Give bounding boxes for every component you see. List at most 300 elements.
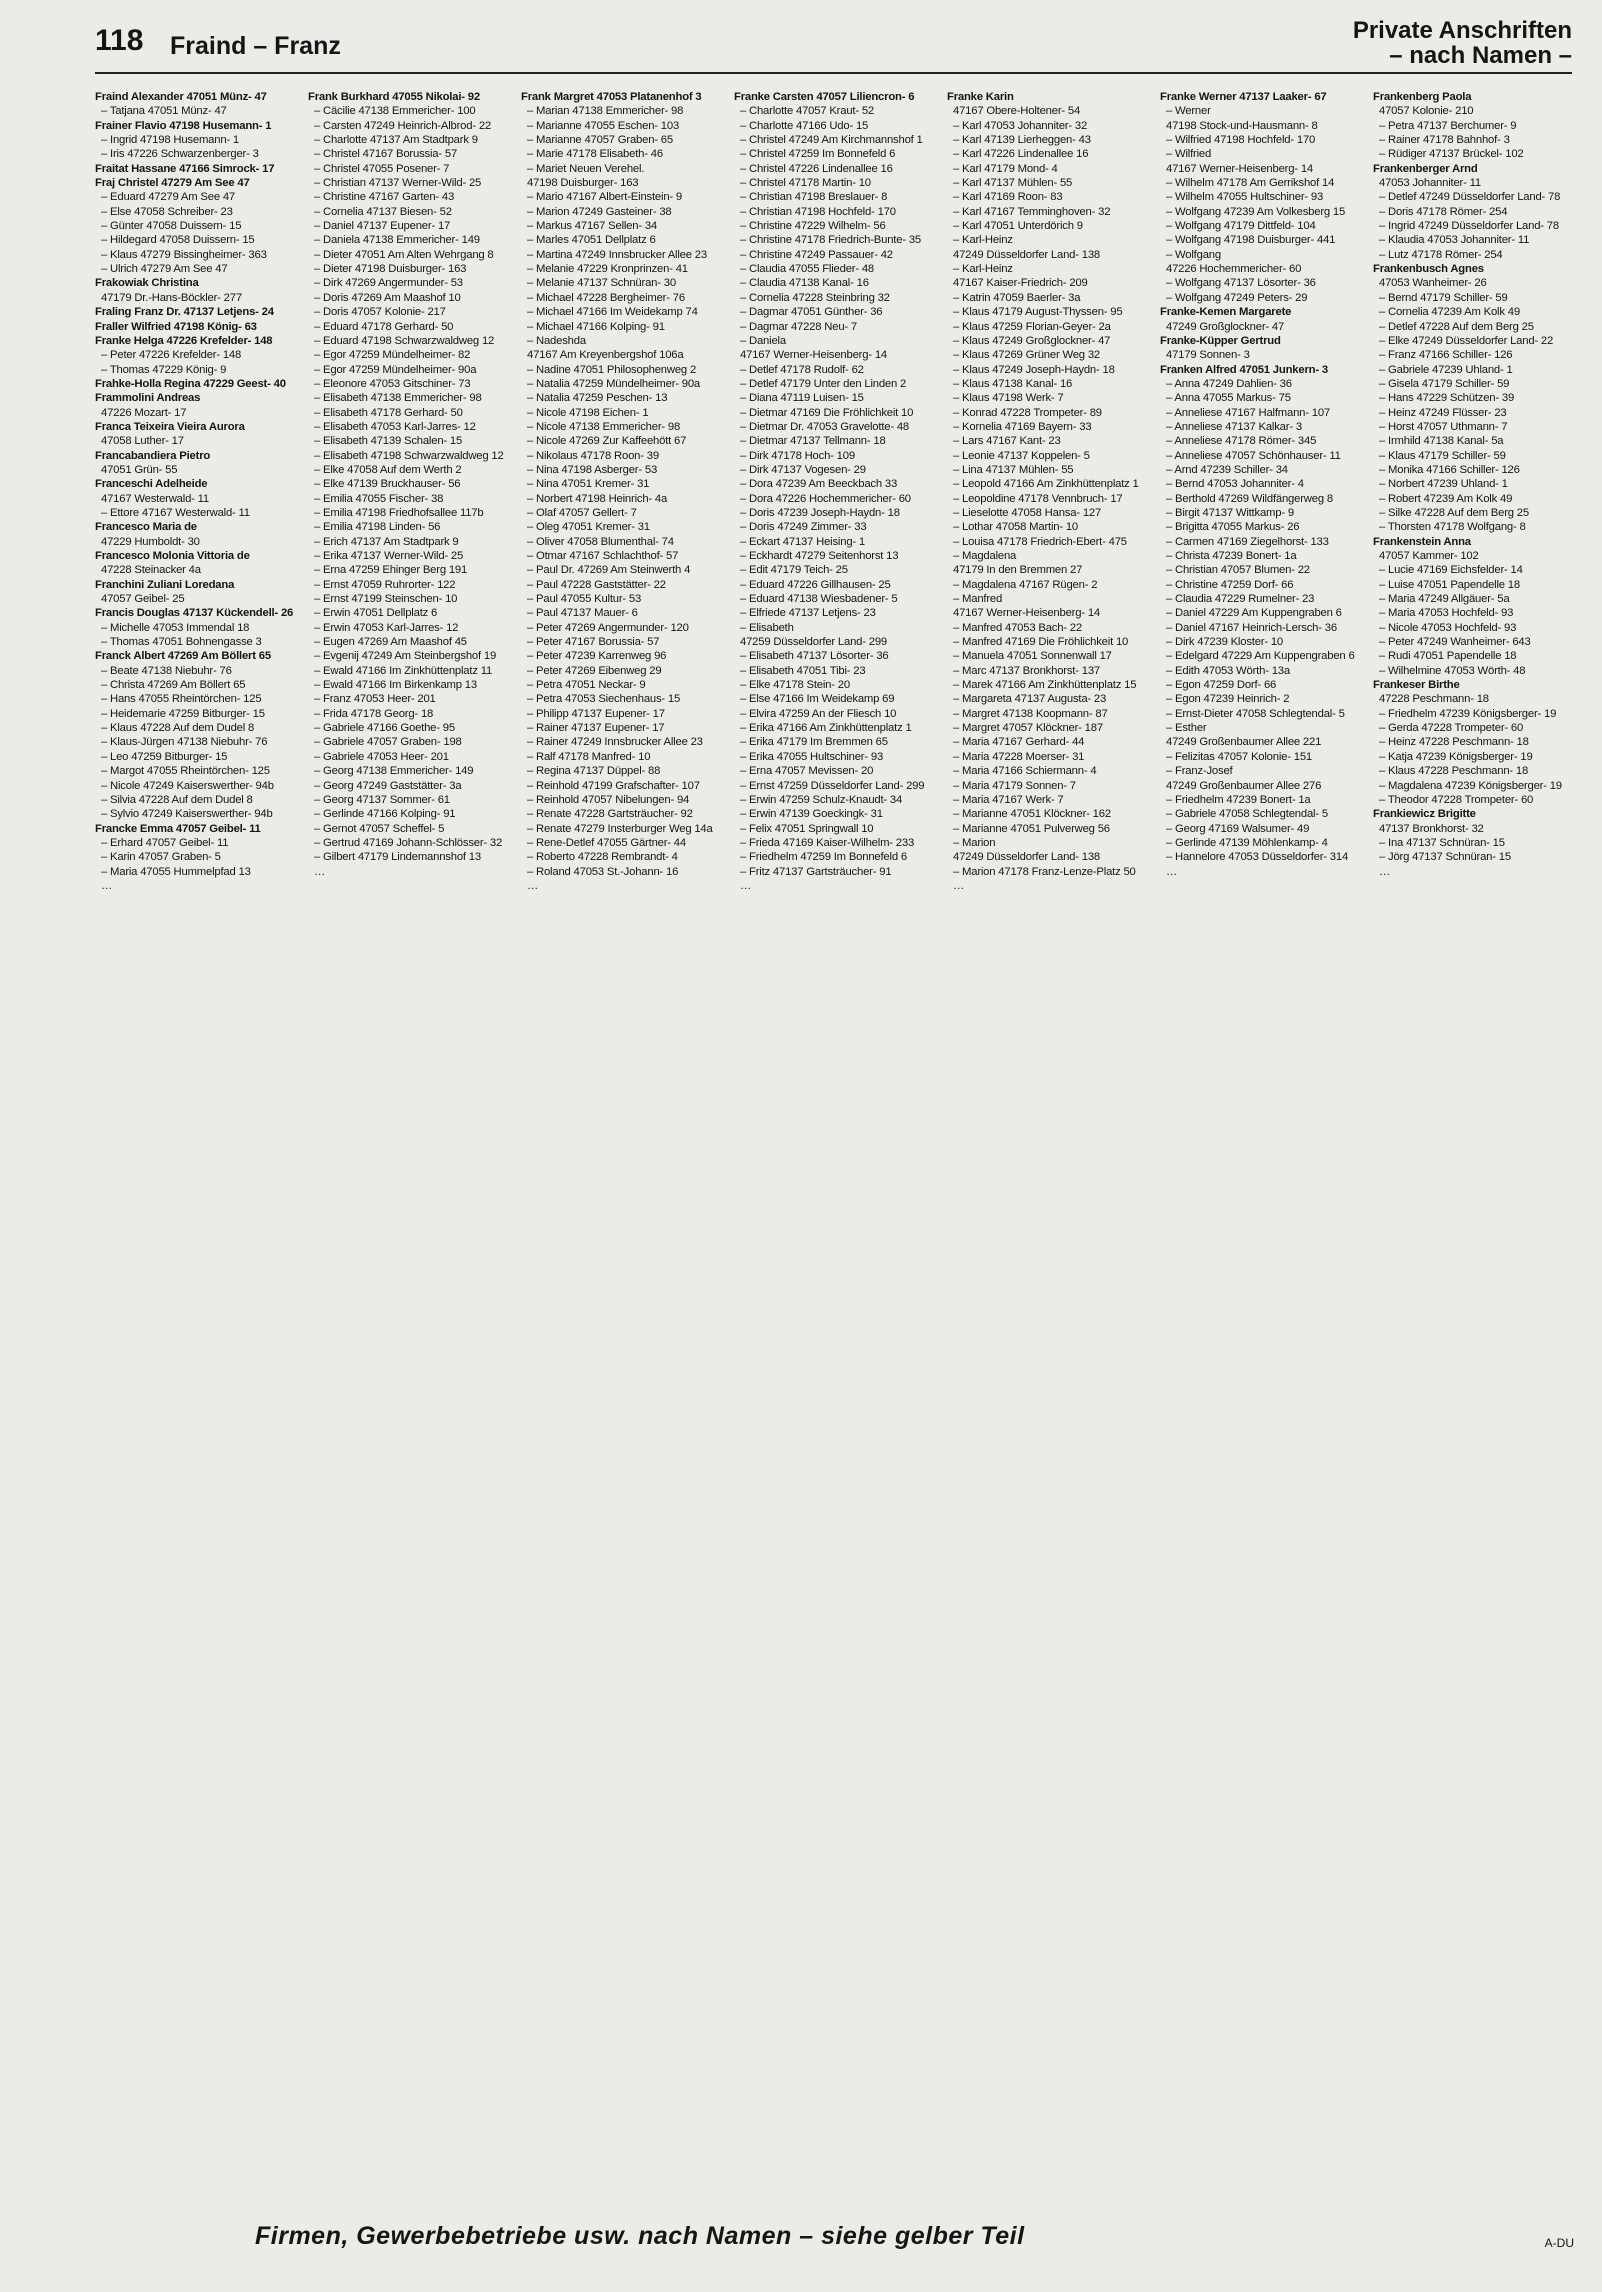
directory-entry: – Erhard 47057 Geibel- 11: [101, 836, 229, 849]
surname-entry: Frank Burkhard 47055 Nikolai- 92: [308, 91, 480, 103]
directory-entry: – Ingrid 47198 Husemann- 1: [101, 134, 239, 147]
directory-entry: – Klaus 47138 Kanal- 16: [953, 377, 1073, 390]
directory-entry: – Heinz 47249 Flüsser- 23: [1379, 406, 1507, 419]
directory-entry: – Claudia 47055 Flieder- 48: [740, 263, 875, 276]
directory-entry: – Kornelia 47169 Bayern- 33: [953, 420, 1092, 433]
directory-entry: – Else 47058 Schreiber- 23: [101, 205, 233, 218]
surname-entry: Franchini Zuliani Loredana: [95, 578, 235, 591]
directory-entry: – Sylvio 47249 Kaiserswerther- 94b: [101, 808, 273, 821]
directory-entry: – Erika 47055 Hultschiner- 93: [740, 750, 884, 763]
directory-entry: – Christel 47178 Martin- 10: [740, 177, 871, 190]
directory-entry: 47179 In den Bremmen 27: [953, 564, 1083, 577]
directory-entry: – Leopoldine 47178 Vennbruch- 17: [953, 492, 1123, 505]
directory-entry: – Christian 47137 Werner-Wild- 25: [314, 177, 482, 190]
directory-entry: – Marianne 47051 Klöckner- 162: [953, 808, 1111, 821]
directory-entry: 47179 Dr.-Hans-Böckler- 277: [101, 291, 242, 304]
directory-entry: …: [1166, 865, 1178, 878]
directory-entry: – Manfred 47053 Bach- 22: [953, 621, 1082, 634]
directory-entry: – Elisabeth: [740, 621, 794, 634]
surname-entry: Franke Werner 47137 Laaker- 67: [1160, 91, 1327, 103]
directory-entry: – Thomas 47051 Bohnengasse 3: [101, 636, 262, 649]
directory-entry: – Detlef 47178 Rudolf- 62: [740, 363, 864, 376]
directory-entry: – Elke 47178 Stein- 20: [740, 679, 850, 692]
directory-entry: – Egon 47259 Dorf- 66: [1166, 679, 1277, 692]
surname-entry: Francke Emma 47057 Geibel- 11: [95, 822, 261, 835]
directory-column: [308, 90, 507, 2200]
directory-entry: – Wolfgang 47249 Peters- 29: [1166, 291, 1308, 304]
directory-entry: – Michael 47166 Im Weidekamp 74: [527, 306, 698, 319]
directory-entry: – Doris 47269 Am Maashof 10: [314, 291, 461, 304]
directory-entry: – Eckhardt 47279 Seitenhorst 13: [740, 550, 899, 562]
surname-entry: Frainer Flavio 47198 Husemann- 1: [95, 119, 272, 132]
directory-entry: – Friedhelm 47239 Bonert- 1a: [1166, 793, 1311, 806]
directory-entry: – Christa 47239 Bonert- 1a: [1166, 550, 1297, 562]
directory-entry: – Detlef 47179 Unter den Linden 2: [740, 377, 907, 390]
directory-entry: – Gilbert 47179 Lindemannshof 13: [314, 851, 481, 864]
directory-entry: – Anneliese 47178 Römer- 345: [1166, 435, 1317, 448]
directory-entry: – Evgenij 47249 Am Steinbergshof 19: [314, 650, 497, 663]
directory-entry: – Daniela: [740, 334, 786, 347]
directory-entry: – Melanie 47229 Kronprinzen- 41: [527, 263, 688, 276]
directory-column: [734, 90, 933, 2200]
directory-entry: – Christel 47249 Am Kirchmannshof 1: [740, 134, 923, 147]
directory-entry: – Dora 47239 Am Beeckbach 33: [740, 478, 898, 491]
directory-entry: – Klaus 47269 Grüner Weg 32: [953, 349, 1100, 362]
directory-entry: – Christel 47226 Lindenallee 16: [740, 162, 893, 175]
directory-entry: – Karl 47167 Temminghoven- 32: [953, 205, 1111, 218]
directory-entry: – Natalia 47259 Peschen- 13: [527, 392, 668, 405]
directory-entry: 47198 Stock-und-Hausmann- 8: [1166, 119, 1318, 132]
directory-entry: – Ewald 47166 Im Birkenkamp 13: [314, 679, 477, 692]
section-title-line2: – nach Namen –: [1389, 42, 1572, 69]
directory-entry: …: [953, 879, 965, 892]
directory-entry: – Dirk 47137 Vogesen- 29: [740, 463, 866, 476]
directory-entry: – Hans 47229 Schützen- 39: [1379, 392, 1515, 405]
directory-entry: – Elvira 47259 An der Fliesch 10: [740, 707, 897, 720]
surname-entry: Frank Margret 47053 Platanenhof 3: [521, 91, 702, 103]
directory-entry: – Karl 47169 Roon- 83: [953, 191, 1063, 204]
directory-entry: – Emilia 47198 Linden- 56: [314, 521, 441, 534]
directory-entry: – Paul Dr. 47269 Am Steinwerth 4: [527, 564, 691, 577]
section-title: [1353, 18, 1572, 68]
directory-entry: – Renate 47228 Gartsträucher- 92: [527, 808, 693, 821]
surname-entry: Francis Douglas 47137 Kückendell- 26: [95, 607, 294, 620]
directory-entry: – Petra 47051 Neckar- 9: [527, 679, 646, 692]
directory-entry: 47226 Hochemmericher- 60: [1166, 263, 1302, 276]
directory-entry: – Doris 47239 Joseph-Haydn- 18: [740, 506, 900, 519]
directory-entry: – Ingrid 47249 Düsseldorfer Land- 78: [1379, 220, 1559, 233]
directory-entry: – Christine 47259 Dorf- 66: [1166, 578, 1294, 591]
directory-entry: – Eduard 47178 Gerhard- 50: [314, 320, 454, 333]
directory-entry: – Charlotte 47166 Udo- 15: [740, 119, 869, 132]
directory-entry: 47259 Düsseldorfer Land- 299: [740, 636, 888, 649]
directory-entry: – Gernot 47057 Scheffel- 5: [314, 822, 445, 835]
directory-entry: – Magdalena: [953, 550, 1017, 562]
directory-entry: – Karin 47057 Graben- 5: [101, 851, 221, 864]
directory-entry: – Ernst 47059 Ruhrorter- 122: [314, 578, 456, 591]
directory-entry: – Esther: [1166, 722, 1207, 735]
surname-entry: Frankenstein Anna: [1373, 535, 1471, 548]
directory-entry: – Philipp 47137 Eupener- 17: [527, 707, 665, 720]
directory-entry: – Lothar 47058 Martin- 10: [953, 521, 1078, 534]
directory-entry: – Konrad 47228 Trompeter- 89: [953, 406, 1102, 419]
directory-entry: – Dagmar 47228 Neu- 7: [740, 320, 857, 333]
directory-entry: – Klaudia 47053 Johanniter- 11: [1379, 234, 1530, 247]
directory-entry: – Erna 47057 Mevissen- 20: [740, 765, 874, 778]
directory-entry: – Margret 47138 Koopmann- 87: [953, 707, 1108, 720]
directory-entry: – Karl-Heinz: [953, 234, 1013, 247]
directory-entry: – Günter 47058 Duissern- 15: [101, 220, 242, 233]
directory-entry: 47053 Johanniter- 11: [1379, 177, 1481, 190]
directory-entry: – Nicole 47249 Kaiserswerther- 94b: [101, 779, 274, 792]
directory-column: [521, 90, 720, 2200]
directory-entry: – Elisabeth 47137 Lösorter- 36: [740, 650, 889, 663]
directory-entry: – Emilia 47055 Fischer- 38: [314, 492, 444, 505]
directory-entry: – Karl 47053 Johanniter- 32: [953, 119, 1088, 132]
directory-entry: – Ettore 47167 Westerwald- 11: [101, 506, 250, 519]
directory-entry: – Paul 47137 Mauer- 6: [527, 607, 638, 620]
footer-tag: A-DU: [1544, 2236, 1574, 2250]
directory-entry: – Manfred: [953, 593, 1003, 606]
directory-entry: – Marianne 47051 Pulverweg 56: [953, 822, 1110, 835]
directory-entry: – Natalia 47259 Mündelheimer- 90a: [527, 377, 701, 390]
directory-entry: – Peter 47249 Wanheimer- 643: [1379, 636, 1531, 649]
directory-entry: – Detlef 47228 Auf dem Berg 25: [1379, 320, 1534, 333]
directory-entry: – Gabriele 47058 Schlegtendal- 5: [1166, 808, 1328, 821]
directory-entry: – Hildegard 47058 Duissern- 15: [101, 234, 255, 247]
directory-entry: – Horst 47057 Uthmann- 7: [1379, 420, 1508, 433]
directory-entry: – Wilfried: [1166, 148, 1212, 161]
directory-column: [947, 90, 1146, 2200]
directory-entry: – Daniela 47138 Emmericher- 149: [314, 234, 480, 247]
directory-entry: 47137 Bronkhorst- 32: [1379, 822, 1484, 835]
footer-note: Firmen, Gewerbebetriebe usw. nach Namen – siehe gelber Teil: [255, 2222, 1025, 2250]
surname-entry: Frankenberger Arnd: [1373, 162, 1478, 175]
directory-entry: – Roland 47053 St.-Johann- 16: [527, 865, 679, 878]
directory-entry: – Silke 47228 Auf dem Berg 25: [1379, 506, 1529, 519]
directory-entry: – Bernd 47053 Johanniter- 4: [1166, 478, 1304, 491]
directory-entry: – Heinz 47228 Peschmann- 18: [1379, 736, 1529, 749]
directory-entry: – Klaus 47198 Werk- 7: [953, 392, 1064, 405]
surname-entry: Frankiewicz Brigitte: [1373, 808, 1476, 821]
directory-entry: – Paul 47055 Kultur- 53: [527, 593, 642, 606]
directory-entry: – Norbert 47198 Heinrich- 4a: [527, 492, 668, 505]
directory-entry: – Elke 47249 Düsseldorfer Land- 22: [1379, 334, 1554, 347]
directory-entry: – Dirk 47269 Angermunder- 53: [314, 277, 463, 290]
directory-entry: – Elisabeth 47139 Schalen- 15: [314, 435, 463, 448]
directory-entry: – Cäcilie 47138 Emmericher- 100: [314, 105, 476, 118]
directory-entry: – Leonie 47137 Koppelen- 5: [953, 449, 1090, 462]
directory-entry: – Ralf 47178 Manfred- 10: [527, 750, 651, 763]
directory-entry: – Franz-Josef: [1166, 765, 1233, 778]
directory-entry: 47249 Düsseldorfer Land- 138: [953, 248, 1101, 261]
directory-entry: 47249 Düsseldorfer Land- 138: [953, 851, 1101, 864]
directory-entry: – Wolfgang 47239 Am Volkesberg 15: [1166, 205, 1346, 218]
directory-entry: – Charlotte 47057 Kraut- 52: [740, 105, 875, 118]
directory-entry: – Klaus 47228 Peschmann- 18: [1379, 765, 1529, 778]
directory-entry: – Ernst 47259 Düsseldorfer Land- 299: [740, 779, 925, 792]
directory-entry: – Olaf 47057 Gellert- 7: [527, 506, 637, 519]
directory-entry: – Else 47166 Im Weidekamp 69: [740, 693, 895, 706]
directory-entry: – Luise 47051 Papendelle 18: [1379, 578, 1520, 591]
directory-entry: – Petra 47053 Siechenhaus- 15: [527, 693, 681, 706]
directory-entry: – Anna 47055 Markus- 75: [1166, 392, 1291, 405]
directory-entry: – Eduard 47226 Gillhausen- 25: [740, 578, 891, 591]
section-title-line1: Private Anschriften: [1352, 17, 1572, 44]
directory-entry: – Friedhelm 47239 Königsberger- 19: [1379, 707, 1557, 720]
directory-entry: – Erwin 47051 Dellplatz 6: [314, 607, 438, 620]
directory-entry: – Eduard 47279 Am See 47: [101, 191, 236, 204]
surname-entry: Franke Carsten 47057 Liliencron- 6: [734, 91, 915, 103]
directory-column: [1160, 90, 1359, 2200]
directory-entry: – Dirk 47178 Hoch- 109: [740, 449, 855, 462]
directory-entry: – Marc 47137 Bronkhorst- 137: [953, 664, 1100, 677]
directory-entry: – Lieselotte 47058 Hansa- 127: [953, 506, 1102, 519]
directory-columns: [95, 90, 1572, 2200]
directory-entry: – Carmen 47169 Ziegelhorst- 133: [1166, 535, 1329, 548]
directory-entry: – Christian 47198 Breslauer- 8: [740, 191, 888, 204]
directory-entry: – Melanie 47137 Schnüran- 30: [527, 277, 676, 290]
directory-entry: – Anna 47249 Dahlien- 36: [1166, 377, 1292, 390]
directory-entry: – Marianne 47055 Eschen- 103: [527, 119, 680, 132]
directory-entry: – Katja 47239 Königsberger- 19: [1379, 750, 1533, 763]
directory-entry: – Nicole 47053 Hochfeld- 93: [1379, 621, 1517, 634]
directory-entry: – Georg 47249 Gaststätter- 3a: [314, 779, 462, 792]
directory-entry: – Jörg 47137 Schnüran- 15: [1379, 851, 1511, 864]
directory-entry: – Gabriele 47166 Goethe- 95: [314, 722, 455, 735]
directory-entry: 47167 Am Kreyenbergshof 106a: [527, 349, 684, 362]
directory-entry: – Elke 47058 Auf dem Werth 2: [314, 463, 462, 476]
directory-entry: – Gisela 47179 Schiller- 59: [1379, 377, 1510, 390]
directory-entry: – Klaus 47228 Auf dem Dudel 8: [101, 722, 255, 735]
directory-entry: – Christian 47057 Blumen- 22: [1166, 564, 1310, 577]
surname-entry: Frammolini Andreas: [95, 392, 201, 405]
directory-entry: – Peter 47269 Angermunder- 120: [527, 621, 689, 634]
directory-entry: – Anneliese 47137 Kalkar- 3: [1166, 420, 1302, 433]
directory-entry: – Claudia 47138 Kanal- 16: [740, 277, 869, 290]
directory-entry: – Nadine 47051 Philosophenweg 2: [527, 363, 697, 376]
directory-entry: – Manuela 47051 Sonnenwall 17: [953, 650, 1112, 663]
directory-entry: – Christine 47229 Wilhelm- 56: [740, 220, 886, 233]
name-range-title: Fraind – Franz: [170, 32, 341, 60]
directory-entry: 47167 Werner-Heisenberg- 14: [953, 607, 1100, 620]
directory-entry: – Egor 47259 Mündelheimer- 82: [314, 349, 471, 362]
surname-entry: Frankeser Birthe: [1373, 679, 1460, 692]
directory-entry: – Dietmar 47137 Tellmann- 18: [740, 435, 886, 448]
directory-entry: – Manfred 47169 Die Fröhlichkeit 10: [953, 636, 1129, 649]
directory-entry: – Georg 47137 Sommer- 61: [314, 793, 450, 806]
directory-entry: – Silvia 47228 Auf dem Dudel 8: [101, 793, 253, 806]
directory-entry: – Petra 47137 Berchumer- 9: [1379, 119, 1517, 132]
surname-entry: Frahke-Holla Regina 47229 Geest- 40: [95, 377, 286, 390]
surname-entry: Frankenberg Paola: [1373, 91, 1472, 103]
directory-entry: – Edelgard 47229 Am Kuppengraben 6: [1166, 650, 1355, 663]
directory-entry: – Frieda 47169 Kaiser-Wilhelm- 233: [740, 836, 915, 849]
directory-entry: – Margret 47057 Klöckner- 187: [953, 722, 1103, 735]
directory-entry: – Rainer 47137 Eupener- 17: [527, 722, 665, 735]
directory-entry: – Monika 47166 Schiller- 126: [1379, 463, 1520, 476]
directory-entry: 47226 Mozart- 17: [101, 406, 187, 419]
directory-entry: – Peter 47239 Karrenweg 96: [527, 650, 667, 663]
directory-entry: – Leopold 47166 Am Zinkhüttenplatz 1: [953, 478, 1139, 491]
directory-entry: 47167 Werner-Heisenberg- 14: [1166, 162, 1313, 175]
directory-entry: – Michelle 47053 Immendal 18: [101, 621, 250, 634]
directory-entry: – Klaus 47179 August-Thyssen- 95: [953, 306, 1123, 319]
directory-entry: – Brigitta 47055 Markus- 26: [1166, 521, 1300, 534]
directory-entry: 47228 Steinacker 4a: [101, 564, 201, 577]
directory-entry: – Ina 47137 Schnüran- 15: [1379, 836, 1505, 849]
directory-entry: – Gertrud 47169 Johann-Schlösser- 32: [314, 836, 503, 849]
surname-entry: Franke-Kemen Margarete: [1160, 306, 1292, 319]
directory-entry: – Elisabeth 47051 Tibi- 23: [740, 664, 866, 677]
directory-entry: – Thomas 47229 König- 9: [101, 363, 227, 376]
directory-entry: – Renate 47279 Insterburger Weg 14a: [527, 822, 713, 835]
directory-entry: – Leo 47259 Bitburger- 15: [101, 750, 228, 763]
directory-entry: 47167 Obere-Holtener- 54: [953, 105, 1081, 118]
directory-entry: – Hans 47055 Rheintörchen- 125: [101, 693, 262, 706]
directory-entry: – Roberto 47228 Rembrandt- 4: [527, 851, 678, 864]
directory-entry: – Lina 47137 Mühlen- 55: [953, 463, 1074, 476]
directory-entry: – Nicole 47269 Zur Kaffeehött 67: [527, 435, 687, 448]
directory-entry: – Klaus 47249 Großglockner- 47: [953, 334, 1111, 347]
directory-entry: – Elke 47139 Bruckhauser- 56: [314, 478, 461, 491]
directory-entry: – Reinhold 47057 Nibelungen- 94: [527, 793, 690, 806]
page-number: 118: [95, 24, 144, 57]
directory-entry: …: [1379, 865, 1391, 878]
directory-entry: 47057 Geibel- 25: [101, 593, 185, 606]
directory-entry: – Anneliese 47167 Halfmann- 107: [1166, 406, 1331, 419]
directory-entry: 47228 Peschmann- 18: [1379, 693, 1489, 706]
directory-entry: – Magdalena 47167 Rügen- 2: [953, 578, 1098, 591]
directory-entry: – Dieter 47198 Duisburger- 163: [314, 263, 467, 276]
directory-entry: – Franz 47053 Heer- 201: [314, 693, 436, 706]
directory-entry: – Theodor 47228 Trompeter- 60: [1379, 793, 1534, 806]
directory-entry: – Rudi 47051 Papendelle 18: [1379, 650, 1517, 663]
directory-entry: – Marion 47249 Gasteiner- 38: [527, 205, 672, 218]
directory-entry: – Hannelore 47053 Düsseldorfer- 314: [1166, 851, 1349, 864]
directory-entry: – Mario 47167 Albert-Einstein- 9: [527, 191, 682, 204]
directory-entry: – Elisabeth 47053 Karl-Jarres- 12: [314, 420, 476, 433]
directory-entry: – Maria 47055 Hummelpfad 13: [101, 865, 251, 878]
directory-entry: 47167 Westerwald- 11: [101, 492, 209, 505]
directory-entry: – Doris 47249 Zimmer- 33: [740, 521, 867, 534]
directory-entry: – Claudia 47229 Rumelner- 23: [1166, 593, 1315, 606]
directory-entry: – Maria 47228 Moerser- 31: [953, 750, 1085, 763]
directory-entry: – Christine 47249 Passauer- 42: [740, 248, 893, 261]
directory-entry: – Nadeshda: [527, 334, 586, 347]
directory-entry: – Frida 47178 Georg- 18: [314, 707, 434, 720]
directory-entry: 47057 Kammer- 102: [1379, 550, 1479, 562]
directory-entry: – Erwin 47139 Goeckingk- 31: [740, 808, 883, 821]
directory-entry: – Ernst-Dieter 47058 Schlegtendal- 5: [1166, 707, 1345, 720]
directory-entry: – Karl 47226 Lindenallee 16: [953, 148, 1089, 161]
directory-entry: – Christine 47167 Garten- 43: [314, 191, 455, 204]
directory-entry: – Cornelia 47228 Steinbring 32: [740, 291, 890, 304]
directory-entry: – Egor 47259 Mündelheimer- 90a: [314, 363, 477, 376]
directory-entry: …: [314, 865, 326, 878]
directory-entry: – Iris 47226 Schwarzenberger- 3: [101, 148, 259, 161]
directory-entry: – Erwin 47053 Karl-Jarres- 12: [314, 621, 459, 634]
directory-entry: – Mariet Neuen Verehel.: [527, 162, 645, 175]
directory-entry: – Fritz 47137 Gartsträucher- 91: [740, 865, 892, 878]
directory-entry: – Ernst 47199 Steinschen- 10: [314, 593, 458, 606]
directory-entry: – Elisabeth 47178 Gerhard- 50: [314, 406, 463, 419]
surname-entry: Francabandiera Pietro: [95, 449, 211, 462]
directory-entry: 47198 Duisburger- 163: [527, 177, 639, 190]
directory-entry: – Wilhelmine 47053 Wörth- 48: [1379, 664, 1526, 677]
directory-entry: – Diana 47119 Luisen- 15: [740, 392, 864, 405]
directory-entry: – Paul 47228 Gaststätter- 22: [527, 578, 666, 591]
surname-entry: Franck Albert 47269 Am Böllert 65: [95, 650, 271, 663]
directory-entry: – Katrin 47059 Baerler- 3a: [953, 291, 1081, 304]
directory-entry: – Christel 47259 Im Bonnefeld 6: [740, 148, 896, 161]
directory-entry: …: [740, 879, 752, 892]
surname-entry: Francesco Molonia Vittoria de: [95, 550, 250, 562]
surname-entry: Franke Karin: [947, 91, 1014, 103]
surname-entry: Franke-Küpper Gertrud: [1160, 334, 1281, 347]
directory-entry: – Emilia 47198 Friedhofsallee 117b: [314, 506, 484, 519]
directory-entry: – Eckart 47137 Heising- 1: [740, 535, 865, 548]
directory-entry: 47167 Werner-Heisenberg- 14: [740, 349, 887, 362]
directory-entry: – Daniel 47229 Am Kuppengraben 6: [1166, 607, 1342, 620]
directory-entry: – Karl 47139 Lierheggen- 43: [953, 134, 1091, 147]
directory-entry: …: [101, 879, 113, 892]
directory-column: [1373, 90, 1572, 2200]
directory-entry: – Wolfgang: [1166, 248, 1221, 261]
directory-entry: – Dagmar 47051 Günther- 36: [740, 306, 883, 319]
directory-entry: – Gerlinde 47166 Kolping- 91: [314, 808, 456, 821]
directory-entry: – Rainer 47249 Innsbrucker Allee 23: [527, 736, 703, 749]
surname-entry: Fraj Christel 47279 Am See 47: [95, 177, 250, 190]
directory-entry: – Cornelia 47137 Biesen- 52: [314, 205, 452, 218]
directory-entry: – Nina 47051 Kremer- 31: [527, 478, 650, 491]
surname-entry: Fraller Wilfried 47198 König- 63: [95, 320, 257, 333]
directory-entry: – Marion 47178 Franz-Lenze-Platz 50: [953, 865, 1136, 878]
directory-entry: – Michael 47228 Bergheimer- 76: [527, 291, 685, 304]
directory-entry: – Irmhild 47138 Kanal- 5a: [1379, 435, 1504, 448]
directory-entry: – Louisa 47178 Friedrich-Ebert- 475: [953, 535, 1127, 548]
directory-entry: – Christel 47055 Posener- 7: [314, 162, 450, 175]
directory-entry: – Marianne 47057 Graben- 65: [527, 134, 673, 147]
directory-entry: – Karl-Heinz: [953, 263, 1013, 276]
directory-entry: – Franz 47166 Schiller- 126: [1379, 349, 1513, 362]
directory-entry: – Ewald 47166 Im Zinkhüttenplatz 11: [314, 664, 493, 677]
directory-entry: – Lars 47167 Kant- 23: [953, 435, 1061, 448]
directory-entry: – Wilfried 47198 Hochfeld- 170: [1166, 134, 1316, 147]
surname-entry: Franca Teixeira Vieira Aurora: [95, 420, 245, 433]
directory-entry: – Nikolaus 47178 Roon- 39: [527, 449, 659, 462]
directory-entry: 47229 Humboldt- 30: [101, 535, 200, 548]
directory-entry: – Nina 47198 Asberger- 53: [527, 463, 658, 476]
directory-entry: – Maria 47167 Gerhard- 44: [953, 736, 1085, 749]
directory-entry: – Elisabeth 47138 Emmericher- 98: [314, 392, 482, 405]
directory-entry: – Rene-Detlef 47055 Gärtner- 44: [527, 836, 686, 849]
directory-entry: – Oleg 47051 Kremer- 31: [527, 521, 650, 534]
directory-entry: 47053 Wanheimer- 26: [1379, 277, 1487, 290]
directory-entry: – Klaus 47249 Joseph-Haydn- 18: [953, 363, 1115, 376]
directory-entry: – Bernd 47179 Schiller- 59: [1379, 291, 1508, 304]
directory-entry: 47057 Kolonie- 210: [1379, 105, 1474, 118]
directory-entry: 47051 Grün- 55: [101, 463, 178, 476]
directory-entry: – Erna 47259 Ehinger Berg 191: [314, 564, 468, 577]
directory-entry: – Karl 47137 Mühlen- 55: [953, 177, 1073, 190]
directory-entry: – Gabriele 47239 Uhland- 1: [1379, 363, 1513, 376]
directory-entry: – Markus 47167 Sellen- 34: [527, 220, 658, 233]
directory-entry: – Eleonore 47053 Gitschiner- 73: [314, 377, 471, 390]
directory-entry: – Felizitas 47057 Kolonie- 151: [1166, 750, 1312, 763]
directory-entry: – Eugen 47269 Am Maashof 45: [314, 636, 467, 649]
surname-entry: Frakowiak Christina: [95, 277, 199, 290]
